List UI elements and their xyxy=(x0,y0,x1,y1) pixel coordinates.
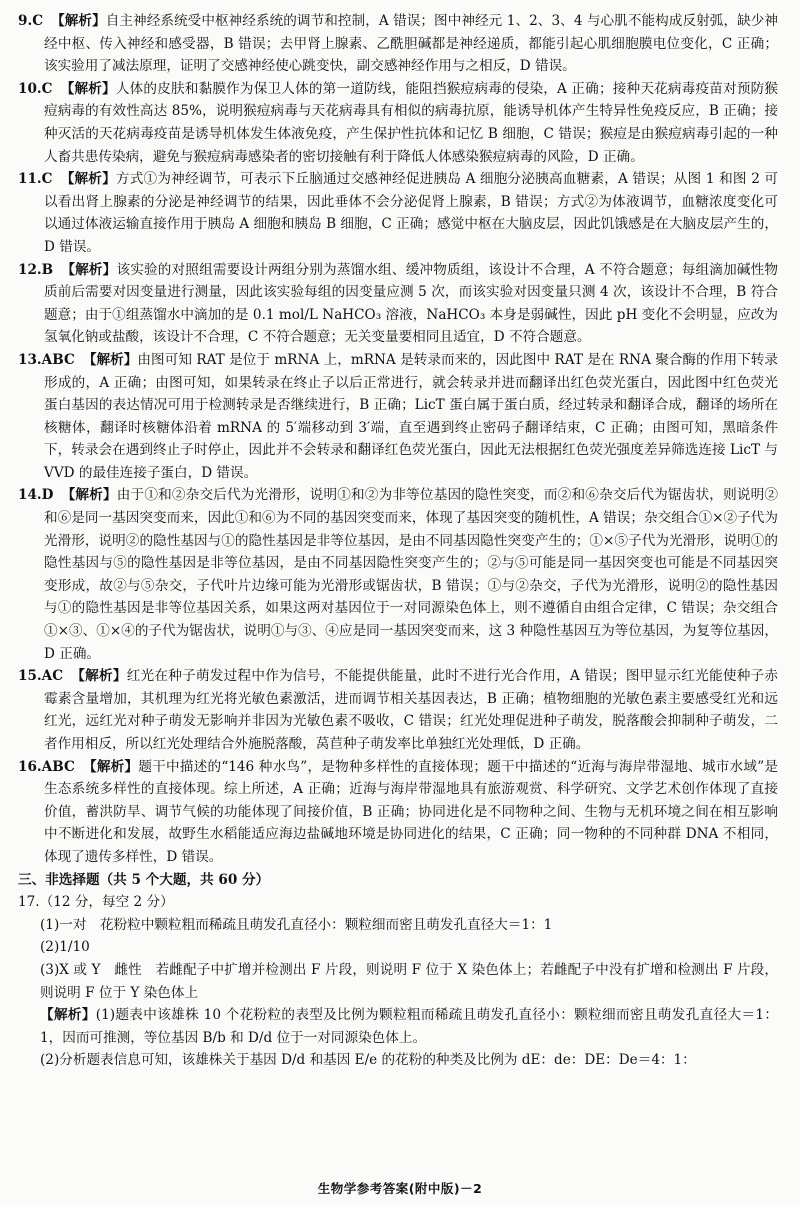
answer-item-13 xyxy=(18,349,778,485)
q17-answer-3: (3)X 或 Y 雌性 若雌配子中扩增并检测出 F 片段，则说明 F 位于 X 染色体上；若雌配子中没有扩增和检测出 F 片段，则说明 F 位于 Y 染色体上 xyxy=(40,961,778,1001)
answer-item-14 xyxy=(18,484,778,665)
answer-item-10 xyxy=(18,78,778,168)
q17-answer-2: (2)1/10 xyxy=(40,939,90,956)
answer-choice: AC xyxy=(41,668,64,685)
question-number: 14. xyxy=(18,487,42,504)
analysis-text: 人体的皮肤和黏膜作为保卫人体的第一道防线，能阻挡猴痘病毒的侵染，A 正确；接种天花病毒疫苗对预防猴痘病毒的有效性高达 85%，说明猴痘病毒与天花病毒具有相似的病毒抗原，能诱导机体产生特异性免疫反应，B 正确；接种灭活的天花病毒疫苗是诱导机体发生体液免疫，产生保护性抗体和记忆 B 细胞，C 错误；猴痘是由猴痘病毒引起的一种人畜共患传染病，避免与猴痘病毒感染者的密切接触有利于降低人体感染猴痘病毒的风险，D 正确。 xyxy=(44,80,779,165)
answer-choice: B xyxy=(41,261,54,278)
answer-choice: C xyxy=(32,13,44,29)
analysis-tag: 【解析】 xyxy=(71,668,127,685)
q17-explanation-1 xyxy=(18,1004,778,1049)
analysis-text: 方式①为神经调节，可表示下丘脑通过交感神经促进胰岛 A 细胞分泌胰高血糖素，A 错误；从图 1 和图 2 可以看出肾上腺素的分泌是神经调节的结果，因此垂体不会分泌促肾上腺素，B 错误；方式②为体液调节，血糖浓度变化可以通过体液运输直接作用于胰岛 A 细胞和胰岛 B 细胞，C 正确；感觉中枢在大脑皮层，因此饥饿感是在大脑皮层产生的，D 错误。 xyxy=(44,171,778,255)
q17-header: 17.（12 分，每空 2 分） xyxy=(18,894,174,911)
question-number: 11. xyxy=(18,171,42,188)
analysis-tag: 【解析】 xyxy=(82,758,139,775)
answer-choice: C xyxy=(41,171,53,188)
answer-item-16 xyxy=(18,756,778,869)
analysis-text: (1)题表中该雄株 10 个花粉粒的表型及比例为颗粒粗而稀疏且萌发孔直径小：颗粒细而密且萌发孔直径大＝1：1，因而可推测，等位基因 B/b 和 D/d 位于一对同源染色体上。 xyxy=(40,1007,778,1046)
answer-choice: D xyxy=(41,487,54,504)
answer-choice: C xyxy=(41,80,53,97)
question-number: 16. xyxy=(18,758,42,775)
analysis-text: 题干中描述的“146 种水鸟”，是物种多样性的直接体现；题干中描述的“近海与海岸带湿地、城市水域”是生态系统多样性的直接体现。综上所述，A 正确；近海与海岸带湿地具有旅游观赏、科学研究、文学艺术创作体现了直接价值，蓄洪防旱、调节气候的功能体现了间接价值，B 正确；协同进化是不同物种之间、生物与无机环境之间在相互影响中不断进化和发展，故野生水稻能适应海边盐碱地环境是协同进化的结果，C 正确；同一物种的不同种群 DNA 不相同，体现了遗传多样性，D 错误。 xyxy=(44,758,779,865)
analysis-text: 由于①和②杂交后代为光滑形，说明①和②为非等位基因的隐性突变，而②和⑥杂交后代为锯齿状，则说明②和⑥是同一基因突变而来，因此①和⑥为不同的基因突变而来，体现了基因突变的随机性，A 错误；杂交组合①×②子代为光滑形，说明②的隐性基因与①的隐性基因是非等位基因，是由不同基因隐性突变产生的；①×⑤子代为光滑形，说明①的隐性基因与⑤的隐性基因是非等位基因，是由不同基因隐性突变产生的；②与⑤可能是同一基因突变也可能是不同基因突变形成，故②与⑤杂交，子代叶片边缘可能为光滑形或锯齿状，B 错误；①与②杂交，子代为光滑形，说明②的隐性基因与①的隐性基因是非等位基因关系，如果这两对基因位于一对同源染色体上，则不遵循自由组合定律，C 错误；杂交组合①×③、①×④的子代为锯齿状，说明①与③、④应是同一基因突变而来，这 3 种隐性基因互为等位基因，为复等位基因，D 正确。 xyxy=(44,487,779,662)
question-number: 10. xyxy=(18,80,42,97)
answer-item-9 xyxy=(18,10,778,78)
answer-item-12 xyxy=(18,259,778,349)
analysis-tag: 【解析】 xyxy=(61,487,117,504)
analysis-text: 自主神经系统受中枢神经系统的调节和控制，A 错误；图中神经元 1、2、3、4 与心肌不能构成反射弧，缺少神经中枢、传入神经和感受器，B 错误；去甲肾上腺素、乙酰胆碱都是神经递质，都能引起心肌细胞膜电位变化，C 正确；该实验用了减法原理，证明了交感神经使心跳变快，副交感神经作用与之相反，D 错误。 xyxy=(44,13,779,75)
analysis-tag: 【解析】 xyxy=(61,261,117,278)
analysis-text: 该实验的对照组需要设计两组分别为蒸馏水组、缓冲物质组，该设计不合理，A 不符合题意；每组滴加碱性物质前后需要对因变量进行测量，因此该实验每组的因变量应测 5 次，而该实验对因变量只测 4 次，该设计不合理，B 符合题意；由于①组蒸馏水中滴加的是 0.1 mol/L NaHCO₃ 溶液，NaHCO₃ 本身是弱碱性，因此 pH 变化不会明显，应改为氢氧化钠或盐酸，该设计不合理，C 不符合题意；无关变量要相同且适宜，D 不符合题意。 xyxy=(44,261,778,346)
section-heading: 三、非选择题（共 5 个大题，共 60 分） xyxy=(18,871,270,888)
analysis-tag: 【解析】 xyxy=(60,80,116,97)
answer-item-15 xyxy=(18,665,778,755)
answer-choice: ABC xyxy=(41,351,75,368)
q17-answer-1: (1)一对 花粉粒中颗粒粗而稀疏且萌发孔直径小：颗粒细而密且萌发孔直径大＝1：1 xyxy=(40,916,553,933)
analysis-text: 红光在种子萌发过程中作为信号，不能提供能量，此时不进行光合作用，A 错误；图甲显示红光能使种子赤霉素含量增加，其机理为红光将光敏色素激活，进而调节相关基因表达，B 正确；植物细胞的光敏色素主要感受红光和远红光，远红光对种子萌发无影响并非因为光敏色素不吸收，C 错误；红光处理促进种子萌发，脱落酸会抑制种子萌发，二者作用相反，所以红光处理结合外施脱落酸，莴苣种子萌发率比单独红光处理低，D 正确。 xyxy=(44,668,779,752)
question-number: 9. xyxy=(18,13,33,29)
question-number: 15. xyxy=(18,668,42,685)
analysis-tag: 【解析】 xyxy=(82,351,138,368)
question-number: 12. xyxy=(18,261,42,278)
analysis-text: 由图可知 RAT 是位于 mRNA 上，mRNA 是转录而来的，因此图中 RAT 是在 RNA 聚合酶的作用下转录形成的，A 正确；由图可知，如果转录在终止子以后正常进行，就会转录并进而翻译出红色荧光蛋白，因此图中红色荧光蛋白基因的表达情况可用于检测转录是否继续进行，B 正确；LicT 蛋白属于蛋白质，经过转录和翻译合成，翻译的场所在核糖体，翻译时核糖体沿着 mRNA 的 5′端移动到 3′端，直至遇到终止密码子翻译结束，C 正确；由图可知，黑暗条件下，转录会在遇到终止子时停止，因此并不会转录和翻译红色荧光蛋白，因此无法根据红色荧光强度差异筛选连接 LicT 与 VVD 的最佳连接子蛋白，D 错误。 xyxy=(44,351,778,481)
q17-explanation-2: (2)分析题表信息可知，该雄株关于基因 D/d 和基因 E/e 的花粉的种类及比例为 dE：de：DE：De＝4：1： xyxy=(40,1052,696,1069)
answer-item-11 xyxy=(18,168,778,258)
page-footer: 生物学参考答案(附中版)－2 xyxy=(317,1181,483,1196)
question-number: 13. xyxy=(18,351,42,368)
analysis-tag: 【解析】 xyxy=(60,171,116,188)
answer-choice: ABC xyxy=(41,758,75,775)
analysis-tag: 【解析】 xyxy=(51,13,106,29)
analysis-tag: 【解析】 xyxy=(40,1007,96,1024)
